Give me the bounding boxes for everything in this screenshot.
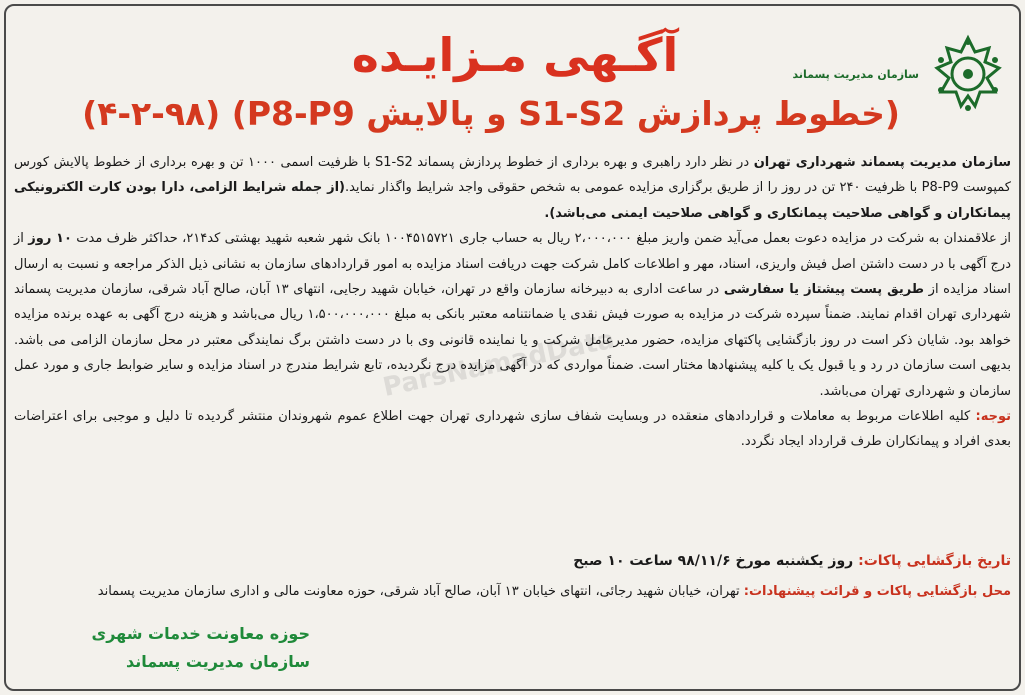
post-method: طریق پست پیشتاز یا سفارشی: [723, 282, 925, 298]
issuer-line-2: سازمان مدیریت پسماند: [126, 652, 310, 671]
opening-date-label: تاریخ بازگشایی پاکات:: [858, 553, 1011, 569]
watermark: ParsNamadData: [380, 324, 618, 403]
required-conditions: (از جمله شرایط الزامی، دارا بودن کارت الکترونیکی پیمانکاران و گواهی صلاحیت پیمانکاری و گواهی صلاحیت ایمنی می‌باشد).: [14, 180, 1011, 221]
ad-title: آگـهی مـزایـده: [351, 28, 679, 82]
ad-subtitle: (خطوط پردازش S1-S2 و پالایش P8-P9) (۴-۲-۹۸): [82, 94, 900, 133]
instructions-text-a: از علاقمندان به شرکت در مزایده دعوت بعمل می‌آید ضمن واریز مبلغ ۲،۰۰۰،۰۰۰ ریال به حساب جاری ۱۰۰۴۵۱۵۷۲۱ بانک شهر شعبه شهید بهشتی کد۲۱۴، حداکثر ظرف مدت: [71, 231, 1011, 247]
intro-text: در نظر دارد راهبری و بهره برداری از خطوط پردازش پسماند S1-S2 با ظرفیت اسمی ۱۰۰۰ تن و بهره برداری از خطوط پالایش کورس کمپوست P8-P9 با ظرفیت ۲۴۰ تن در روز را از طریق برگزاری مزایده عمومی به شخص حقوقی واجد شرایط واگذار نماید.: [14, 155, 1011, 196]
opening-place-label: محل بازگشایی پاکات و قرائت پیشنهادات:: [743, 584, 1011, 599]
opening-date-value: روز یکشنبه مورخ ۹۸/۱۱/۶ ساعت ۱۰ صبح: [573, 553, 859, 569]
organization-name: سازمان مدیریت پسماند شهرداری تهران: [753, 155, 1011, 170]
instructions-text-b: از درج آگهی با در دست داشتن اصل فیش واریزی، اسناد، مهر و اطلاعات کامل شرکت جهت دریافت اسناد مزایده به امور قراردادهای سازمان به نشانی ذیل الذکر مراجعه و نسبت به ارسال اسناد مزایده از: [14, 231, 1011, 298]
deadline-days: ۱۰ روز: [28, 231, 72, 247]
paragraph-intro: [14, 150, 1011, 226]
instructions-text-c: در ساعت اداری به دبیرخانه سازمان واقع در تهران، خیابان شهید رجایی، انتهای ۱۳ آبان، صالح آباد شرقی، سازمان مدیریت پسماند شهرداری تهران اقدام نمایند. ضمناً سپرده شرکت در مزایده به صورت فیش نقدی یا ضمانتنامه معتبر بانکی به مبلغ ۱،۵۰۰،۰۰۰،۰۰۰ ریال می‌باشد و هزینه درج آگهی به عهده برنده مزایده خواهد بود. شایان ذکر است در روز بازگشایی پاکتهای مزایده، حضور مدیرعامل شرکت و یا نماینده قانونی وی با در دست داشتن برگ نمایندگی معتبر در محل سازمان الزامی می باشد. بدیهی است سازمان در رد و یا قبول یک یا کلیه پیشنهادها مختار است. ضمناً مواردی که در آگهی مزایده درج نگردیده، تابع شرایط مندرج در اسناد مزایده و سایر ضوابط جاری و مورد عمل سازمان و شهرداری تهران می‌باشد.: [14, 282, 1012, 399]
opening-place: [14, 580, 1011, 604]
logo-caption: سازمان مدیریت پسماند: [792, 68, 919, 81]
tehran-municipality-logo-icon: [923, 30, 1013, 118]
opening-place-value: تهران، خیابان شهید رجائی، انتهای خیابان ۱۳ آبان، صالح آباد شرقی، حوزه معاونت مالی و اداری سازمان مدیریت پسماند: [97, 584, 744, 599]
note-text: کلیه اطلاعات مربوط به معاملات و قراردادهای منعقده در وبسایت شفاف سازی شهرداری تهران جهت اطلاع عموم شهروندان منتشر گردیده تا دلیل و موجبی برای اعتراضات بعدی افراد و پیمانکاران طرف قرارداد ایجاد نگردد.: [14, 409, 1011, 450]
ad-body: [14, 150, 1011, 455]
paragraph-note: [14, 404, 1011, 455]
paragraph-instructions: [14, 226, 1011, 404]
note-label: توجه:: [975, 409, 1011, 425]
opening-date: [14, 553, 1011, 569]
issuer-signature: [30, 620, 310, 676]
issuer-line-1: حوزه معاونت خدمات شهری: [91, 624, 310, 643]
